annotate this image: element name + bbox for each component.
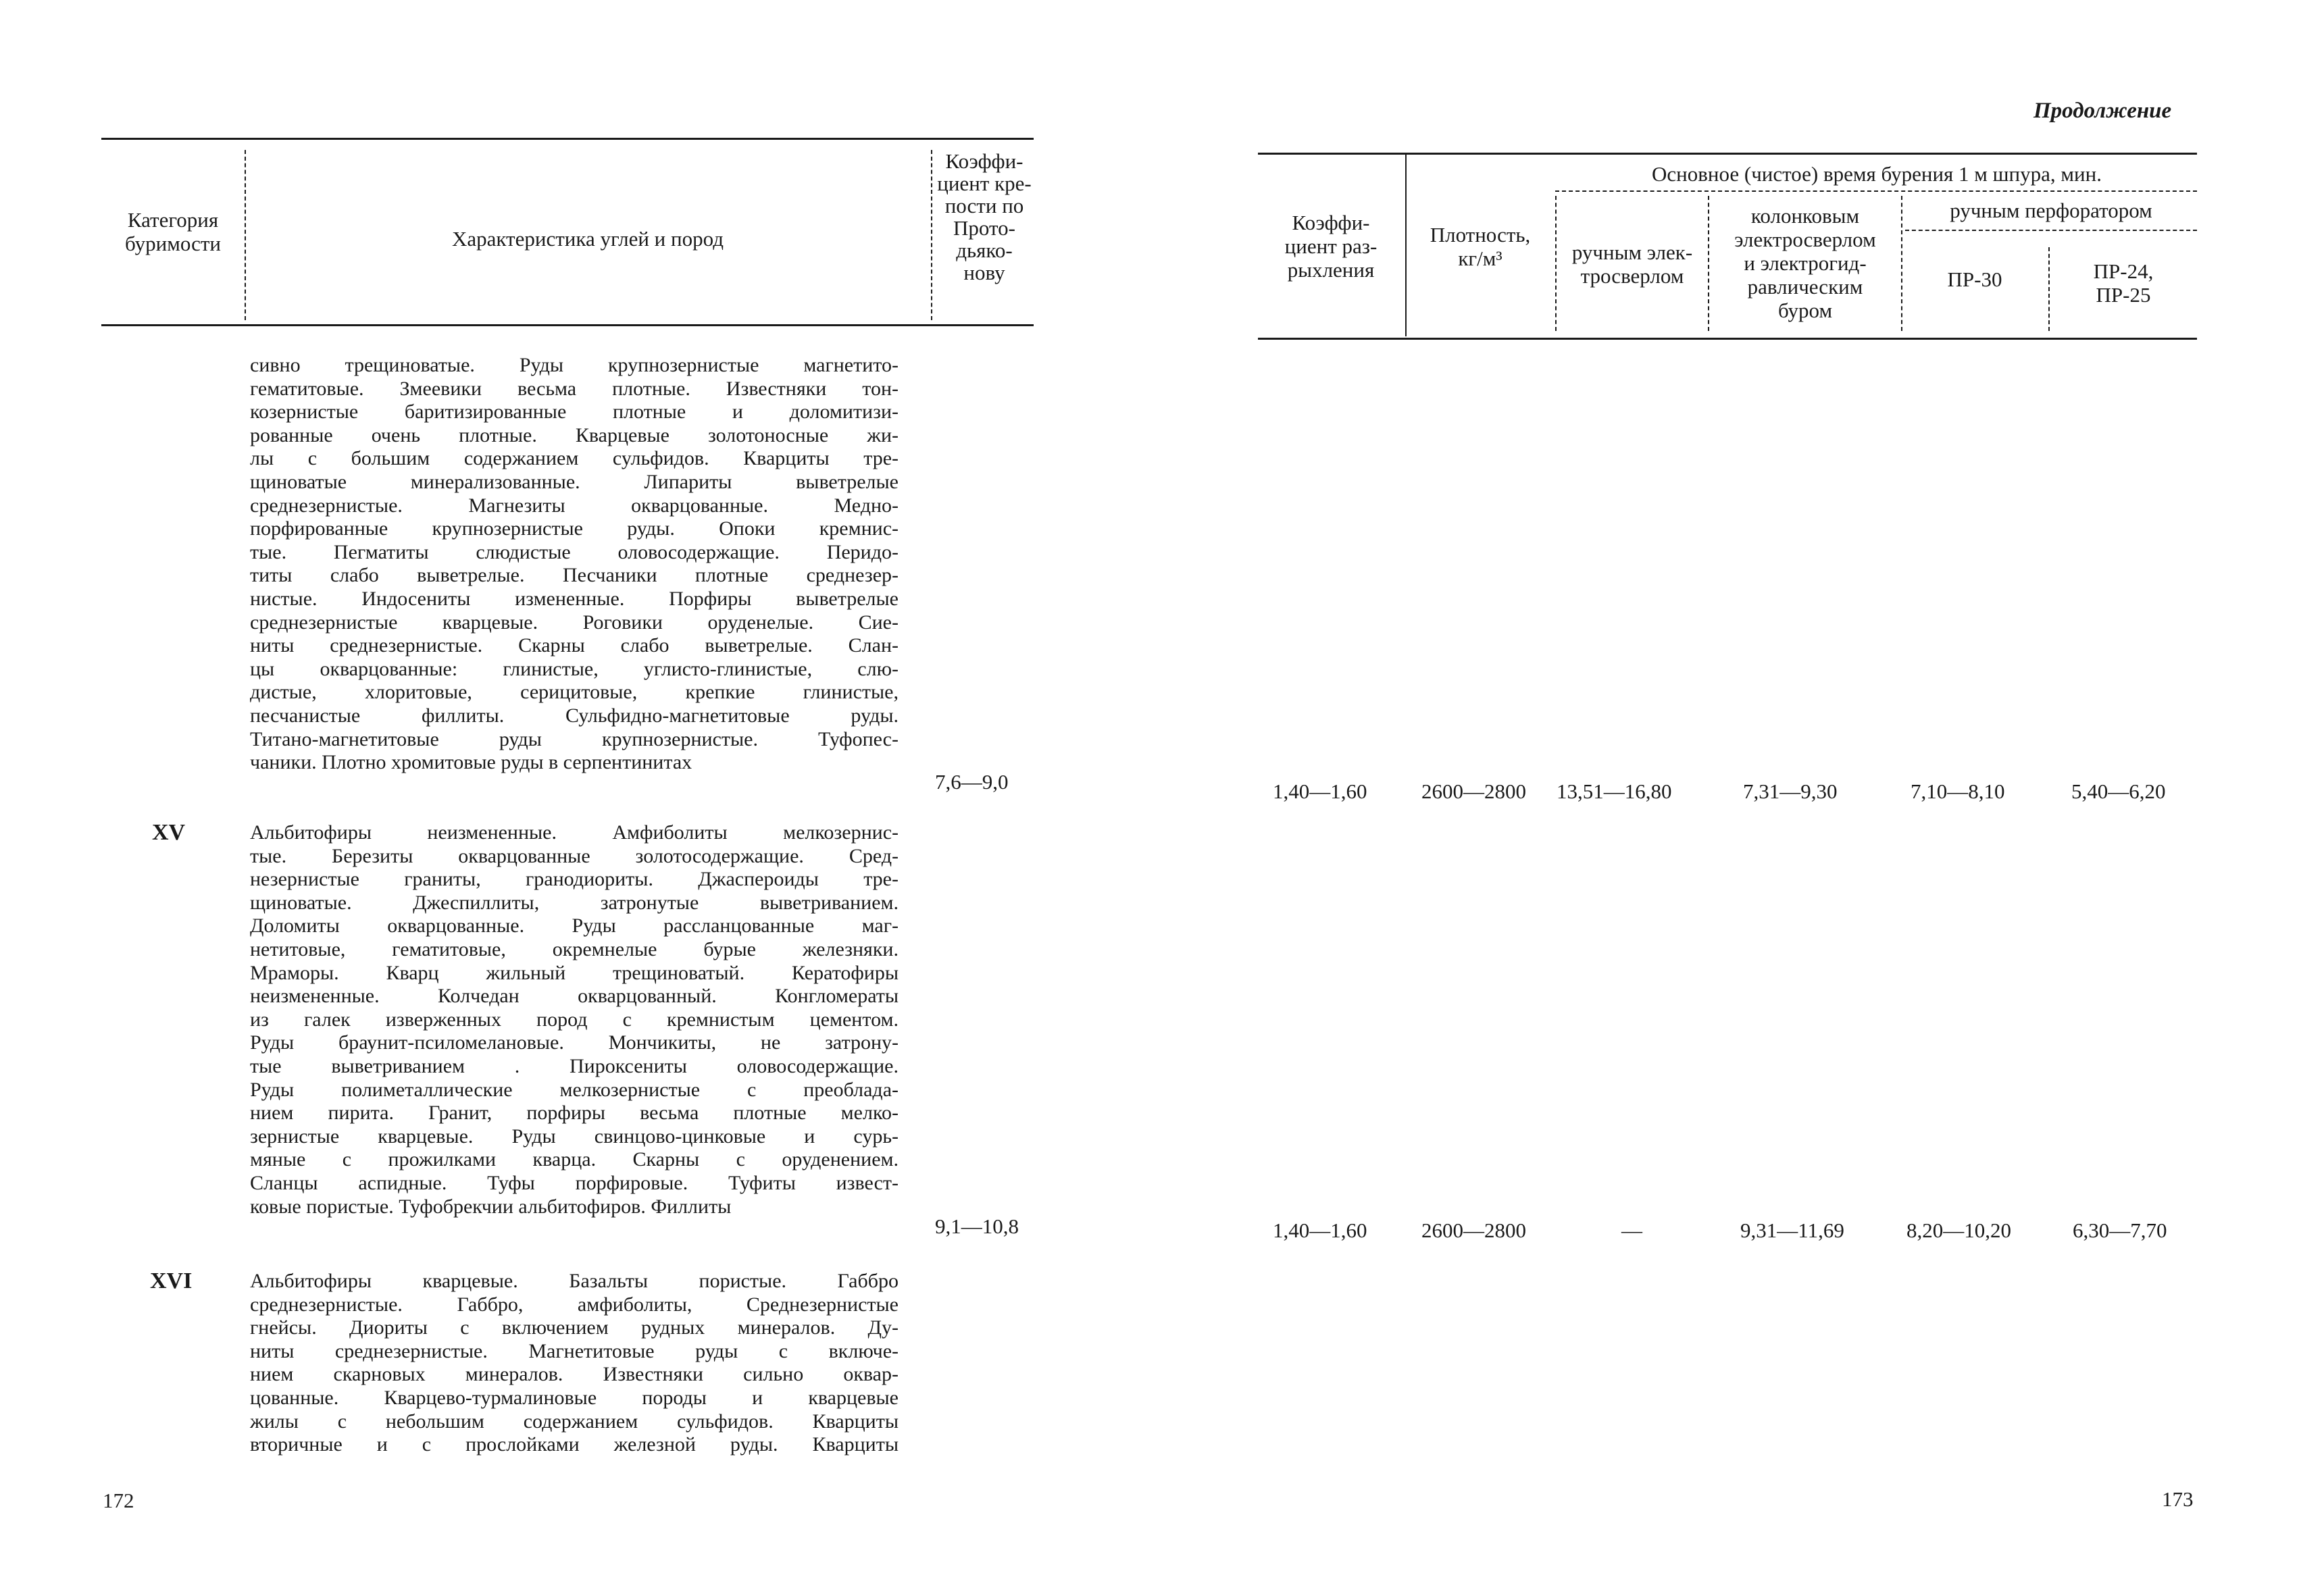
r1-loosening: 1,40—1,60 — [1273, 779, 1367, 803]
text-line: лы с большим содержанием сульфидов. Кварциты тре- — [250, 447, 899, 470]
text-line: козернистые баритизированные плотные и доломитизи- — [250, 401, 899, 423]
text-line: Титано-магнетитовые руды крупнозернистые. Туфопес- — [250, 727, 899, 750]
text-line: Руды браунит-псиломелановые. Мончикиты, не затрону- — [250, 1031, 899, 1054]
header-group-title: Основное (чистое) время бурения 1 м шпура, мин. — [1652, 162, 2102, 186]
text-line: нием скарновых минералов. Известняки сильно оквар- — [250, 1363, 899, 1386]
right-page-number: 173 — [2162, 1487, 2194, 1511]
header-coefficient-line-5: дьяко- — [956, 238, 1013, 262]
text-line: ниты среднезернистые. Скарны слабо выветрелые. Слан- — [250, 634, 899, 657]
text-line: порфированные крупнозернистые руды. Опоки кремнис- — [250, 517, 899, 540]
text-line: гематитовые. Змеевики весьма плотные. Известняки тон- — [250, 377, 899, 400]
row-2-coefficient: 9,1—10,8 — [935, 1214, 1019, 1238]
text-line: Сланцы аспидные. Туфы порфировые. Туфиты извест- — [250, 1171, 899, 1194]
right-header-bottom-rule — [1258, 338, 2197, 340]
header-pr24-line-2: ПР-25 — [2096, 283, 2151, 307]
text-line: неизмененные. Колчедан окварцованный. Конгломераты — [250, 985, 899, 1008]
text-line: вторичные и с прослойками железной руды. Кварциты — [250, 1433, 899, 1456]
text-line: цы окварцованные: глинистые, углисто-глинистые, слю- — [250, 657, 899, 680]
r1-pr30: 7,10—8,10 — [1911, 779, 2005, 803]
header-column-line-4: равлическим — [1747, 275, 1863, 299]
left-page-number: 172 — [103, 1489, 134, 1512]
right-header-divider-4 — [1901, 196, 1902, 331]
header-pr24-line-1: ПР-24, — [2093, 259, 2154, 283]
r1-pr24: 5,40—6,20 — [2071, 779, 2166, 803]
text-line: Мраморы. Кварц жильный трещиноватый. Кератофиры — [250, 961, 899, 984]
text-line: сивно трещиноватые. Руды крупнозернистые магнетито- — [250, 354, 899, 376]
text-line: титы слабо выветрелые. Песчаники плотные среднезер- — [250, 564, 899, 587]
row-3-text — [250, 1270, 899, 1457]
text-line: чаники. Плотно хромитовые руды в серпентинитах — [250, 751, 692, 774]
text-line: тые. Пегматиты слюдистые оловосодержащие. Перидо- — [250, 540, 899, 563]
header-coefficient-line-6: нову — [963, 261, 1005, 284]
perforator-underline — [1905, 230, 2197, 231]
header-coefficient-line-3: пости по — [944, 194, 1024, 217]
text-line: ковые пористые. Туфобрекчии альбитофиров. Филлиты — [250, 1195, 732, 1218]
text-line: щиноватые. Джеспиллиты, затронутые выветриванием. — [250, 891, 899, 914]
text-line: среднезернистые. Магнезиты окварцованные. Медно- — [250, 494, 899, 517]
header-hand-electro-line-2: тросверлом — [1580, 264, 1684, 288]
left-header-divider-1 — [245, 150, 246, 320]
header-density — [1407, 223, 1554, 270]
text-line: мяные с прожилками кварца. Скарны с оруденением. — [250, 1148, 899, 1171]
text-line: песчанистые филлиты. Сульфидно-магнетитовые руды. — [250, 704, 899, 727]
r2-pr30: 8,20—10,20 — [1906, 1218, 2011, 1242]
left-header-divider-2 — [931, 150, 932, 320]
header-column-drill — [1709, 204, 1901, 322]
row-2-text — [250, 821, 899, 1218]
r1-density: 2600—2800 — [1421, 779, 1526, 803]
r2-loosening: 1,40—1,60 — [1273, 1218, 1367, 1242]
header-column-line-2: электросверлом — [1734, 228, 1876, 251]
right-header-top-rule — [1258, 153, 2197, 155]
text-line: тые. Березиты окварцованные золотосодержащие. Сред- — [250, 844, 899, 867]
text-line: Руды полиметаллические мелкозернистые с преоблада- — [250, 1078, 899, 1101]
text-line: щиноватые минерализованные. Липариты выветрелые — [250, 470, 899, 493]
text-line: гнейсы. Диориты с включением рудных минералов. Ду- — [250, 1316, 899, 1339]
header-loosening-line-3: рыхления — [1287, 258, 1375, 282]
text-line: среднезернистые. Габбро, амфиболиты, Среднезернистые — [250, 1293, 899, 1316]
text-line: ниты среднезернистые. Магнетитовые руды с включе- — [250, 1339, 899, 1362]
row-1-text — [250, 354, 899, 775]
header-perforator: ручным перфоратором — [1950, 199, 2152, 222]
header-coefficient — [934, 150, 1035, 284]
text-line: дистые, хлоритовые, серицитовые, крепкие глинистые, — [250, 681, 899, 704]
text-line: жилы с небольшим содержанием сульфидов. Кварциты — [250, 1410, 899, 1433]
header-column-line-3: и электрогид- — [1744, 251, 1867, 275]
text-line: Альбитофиры кварцевые. Базальты пористые. Габбро — [250, 1270, 899, 1292]
header-category-line-1: Категория — [127, 208, 219, 232]
left-header-top-rule — [101, 138, 1034, 140]
text-line: среднезернистые кварцевые. Роговики оруденелые. Сие- — [250, 611, 899, 634]
header-pr30: ПР-30 — [1947, 267, 2002, 291]
header-density-line-1: Плотность, — [1430, 223, 1531, 247]
header-category-line-2: буримости — [125, 232, 221, 255]
r2-column: 9,31—11,69 — [1740, 1218, 1844, 1242]
header-hand-electro — [1557, 240, 1708, 288]
header-coefficient-line-1: Коэффи- — [945, 149, 1024, 173]
group-title-underline — [1555, 190, 2197, 192]
header-column-line-5: буром — [1777, 299, 1833, 322]
r1-column: 7,31—9,30 — [1743, 779, 1838, 803]
r1-hand-electro: 13,51—16,80 — [1557, 779, 1672, 803]
text-line: Доломиты окварцованные. Руды рассланцованные маг- — [250, 915, 899, 937]
header-coefficient-line-4: Прото- — [953, 216, 1015, 240]
text-line: из галек изверженных пород с кремнистым цементом. — [250, 1008, 899, 1031]
r2-hand-electro: — — [1621, 1218, 1642, 1242]
row-1-coefficient: 7,6—9,0 — [935, 770, 1009, 794]
text-line: нетитовые, гематитовые, окремнелые бурые железняки. — [250, 937, 899, 960]
header-loosening-line-2: циент раз- — [1284, 234, 1378, 258]
text-line: нием пирита. Гранит, порфиры весьма плотные мелко- — [250, 1102, 899, 1125]
row-2-category: XV — [152, 820, 186, 845]
header-density-line-2: кг/м³ — [1458, 247, 1502, 270]
continuation-label: Продолжение — [2033, 99, 2172, 123]
text-line: нистые. Индосениты измененные. Порфиры выветрелые — [250, 587, 899, 610]
header-category — [103, 208, 243, 255]
text-line: цованные. Кварцево-турмалиновые породы и кварцевые — [250, 1386, 899, 1409]
header-coefficient-line-2: циент кре- — [937, 172, 1032, 195]
header-loosening-line-1: Коэффи- — [1292, 211, 1370, 234]
text-line: рованные очень плотные. Кварцевые золотоносные жи- — [250, 423, 899, 446]
text-line: тые выветриванием . Пироксениты оловосодержащие. — [250, 1054, 899, 1077]
text-line: зернистые кварцевые. Руды свинцово-цинковые и сурь- — [250, 1125, 899, 1148]
header-loosening — [1258, 211, 1404, 282]
header-pr24 — [2050, 259, 2197, 307]
header-characteristics: Характеристика углей и пород — [452, 227, 724, 251]
r2-density: 2600—2800 — [1421, 1218, 1526, 1242]
header-hand-electro-line-1: ручным элек- — [1571, 240, 1693, 264]
header-column-line-1: колонковым — [1750, 204, 1860, 228]
text-line: незернистые граниты, гранодиориты. Джаспероиды тре- — [250, 868, 899, 891]
row-3-category: XVI — [150, 1268, 193, 1293]
left-header-bottom-rule — [101, 324, 1034, 326]
text-line: Альбитофиры неизмененные. Амфиболиты мелкозернис- — [250, 821, 899, 844]
r2-pr24: 6,30—7,70 — [2073, 1218, 2167, 1242]
